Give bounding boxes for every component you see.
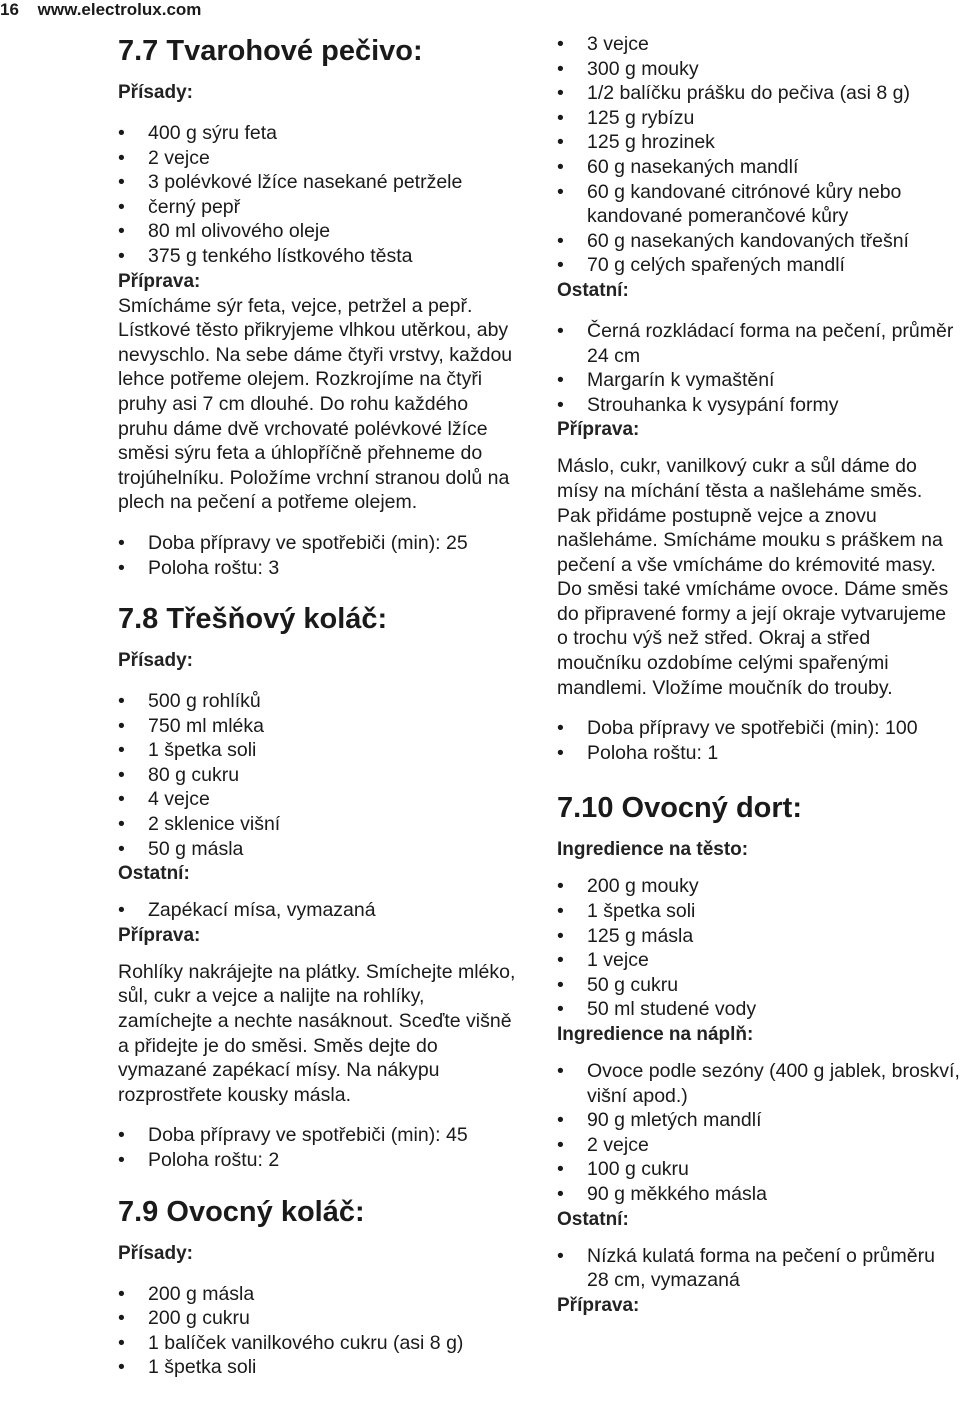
list-item: • Margarín k vymaštění [557, 368, 960, 393]
section-title-7-9 [118, 1193, 518, 1231]
list-item: • 50 g másla [118, 837, 518, 862]
list-item: • 125 g hrozinek [557, 130, 960, 155]
section-title-text: Ovocný koláč: [166, 1195, 365, 1228]
list-item: • 125 g rybízu [557, 106, 960, 131]
other-label: Ostatní: [557, 279, 629, 301]
ingredients-list-continued [557, 32, 960, 278]
list-item: • 90 g mletých mandlí [557, 1108, 960, 1133]
list-item: • 200 g másla [118, 1282, 518, 1307]
preparation-text: Smícháme sýr feta, vejce, petržel a pepř. Lístkové těsto přikryjeme vlhkou utěrkou, aby nevyschlo. Na sebe dáme čtyři vrstvy, každou lehce potřeme olejem. Rozkrojíme na čtyři pruhy asi 7 cm dlouhé. Do rohu každého pruhu dáme dvě vrchovaté polévkové lžíce směsi sýru feta a úhlopříčně přehneme do trojúhelníku. Položíme vrchní stranou dolů na plech na pečení a potřeme olejem. [118, 294, 513, 514]
list-item: • 3 vejce [557, 32, 960, 57]
ingredients-label: Přísady: [118, 1242, 193, 1264]
list-item: • 90 g měkkého másla [557, 1182, 960, 1207]
list-item: • 2 sklenice višní [118, 812, 518, 837]
list-item: • 1 vejce [557, 948, 960, 973]
list-item: • 500 g rohlíků [118, 689, 518, 714]
section-number: 7.8 [118, 603, 159, 636]
filling-ingredients-label: Ingredience na náplň: [557, 1024, 754, 1045]
preparation-label: Příprava: [118, 924, 201, 946]
other-list [557, 1244, 960, 1293]
list-item: • 1 špetka soli [557, 899, 960, 924]
list-item: • 60 g kandované citrónové kůry nebo kandované pomerančové kůry [557, 180, 960, 229]
list-item: • 80 ml olivového oleje [118, 219, 518, 244]
list-item: • 100 g cukru [557, 1157, 960, 1182]
list-item: • Doba přípravy ve spotřebiči (min): 45 [118, 1123, 518, 1148]
ingredients-label: Přísady: [118, 650, 193, 672]
dough-ingredients-label: Ingredience na těsto: [557, 839, 749, 861]
right-column [557, 0, 960, 1318]
list-item: • 50 g cukru [557, 973, 960, 998]
list-item: • Nízká kulatá forma na pečení o průměru 28 cm, vymazaná [557, 1244, 960, 1293]
list-item: • 2 vejce [557, 1133, 960, 1158]
preparation-label: Příprava: [557, 1294, 640, 1316]
left-column [118, 0, 518, 1380]
list-item: • 80 g cukru [118, 763, 518, 788]
list-item: • Poloha roštu: 3 [118, 556, 518, 581]
list-item: • 400 g sýru feta [118, 121, 518, 146]
list-item: • 200 g mouky [557, 874, 960, 899]
other-label: Ostatní: [557, 1208, 629, 1230]
list-item: • 60 g nasekaných mandlí [557, 155, 960, 180]
list-item: • Poloha roštu: 2 [118, 1148, 518, 1173]
list-item: • 3 polévkové lžíce nasekané petržele [118, 170, 518, 195]
section-title-text: Třešňový koláč: [166, 603, 388, 636]
preparation-text: Rohlíky nakrájejte na plátky. Smíchejte mléko, sůl, cukr a vejce a nalijte na rohlíky, zamíchejte a nechte nasáknout. Sceďte višně a přidejte je do směsi. Směs dejte do vymazané zapékací mísy. Na nákypu rozprostřete kousky másla. [118, 960, 516, 1106]
other-list [118, 898, 518, 923]
section-title-text: Tvarohové pečivo: [166, 35, 423, 67]
settings-list [557, 716, 960, 765]
list-item: • 375 g tenkého lístkového těsta [118, 244, 518, 269]
list-item: • Strouhanka k vysypání formy [557, 393, 960, 418]
section-title-7-10 [557, 789, 960, 827]
list-item: • 1/2 balíčku prášku do pečiva (asi 8 g) [557, 81, 960, 106]
section-number: 7.9 [118, 1195, 159, 1228]
ingredients-label: Přísady: [118, 82, 193, 103]
section-number: 7.7 [118, 35, 159, 67]
settings-list [118, 1123, 518, 1172]
list-item: • 1 balíček vanilkového cukru (asi 8 g) [118, 1331, 518, 1356]
section-title-7-8 [118, 600, 518, 638]
ingredients-list [118, 689, 518, 861]
list-item: • Zapékací mísa, vymazaná [118, 898, 518, 923]
site-url[interactable]: www.electrolux.com [37, 0, 202, 19]
list-item: • 70 g celých spařených mandlí [557, 253, 960, 278]
list-item: • 125 g másla [557, 924, 960, 949]
list-item: • Ovoce podle sezóny (400 g jablek, broskví, višní apod.) [557, 1059, 960, 1108]
section-title-7-7 [118, 32, 518, 70]
preparation-label: Příprava: [118, 270, 201, 292]
list-item: • Doba přípravy ve spotřebiči (min): 25 [118, 531, 518, 556]
list-item: • 50 ml studené vody [557, 997, 960, 1022]
other-list [557, 319, 960, 417]
section-number: 7.10 [557, 792, 614, 825]
list-item: • 300 g mouky [557, 57, 960, 82]
list-item: • 2 vejce [118, 146, 518, 171]
dough-ingredients-list [557, 874, 960, 1022]
filling-ingredients-list [557, 1059, 960, 1207]
page-number: 16 [0, 0, 19, 19]
list-item: • 750 ml mléka [118, 714, 518, 739]
list-item: • Černá rozkládací forma na pečení, průměr 24 cm [557, 319, 960, 368]
preparation-label: Příprava: [557, 419, 640, 441]
preparation-text: Máslo, cukr, vanilkový cukr a sůl dáme do mísy na míchání těsta a našleháme směs. Pak přidáme postupně vejce a znovu našleháme. Smícháme mouku s práškem na pečení a vše vmícháme do krémovité masy. Do směsi také vmícháme ovoce. Dáme směs do připravené formy a její okraje vytvarujeme o trochu výš než střed. Okraj a střed moučníku ozdobíme celými spařenými mandlemi. Vložíme moučník do trouby. [557, 455, 949, 699]
list-item: • 4 vejce [118, 787, 518, 812]
list-item: • Poloha roštu: 1 [557, 741, 960, 766]
ingredients-list [118, 1282, 518, 1380]
other-label: Ostatní: [118, 863, 190, 885]
list-item: • 60 g nasekaných kandovaných třešní [557, 229, 960, 254]
list-item: • 1 špetka soli [118, 1355, 518, 1380]
list-item: • 200 g cukru [118, 1306, 518, 1331]
list-item: • Doba přípravy ve spotřebiči (min): 100 [557, 716, 960, 741]
list-item: • 1 špetka soli [118, 738, 518, 763]
ingredients-list [118, 121, 518, 269]
settings-list [118, 531, 518, 580]
section-title-text: Ovocný dort: [621, 792, 802, 825]
list-item: • černý pepř [118, 195, 518, 220]
